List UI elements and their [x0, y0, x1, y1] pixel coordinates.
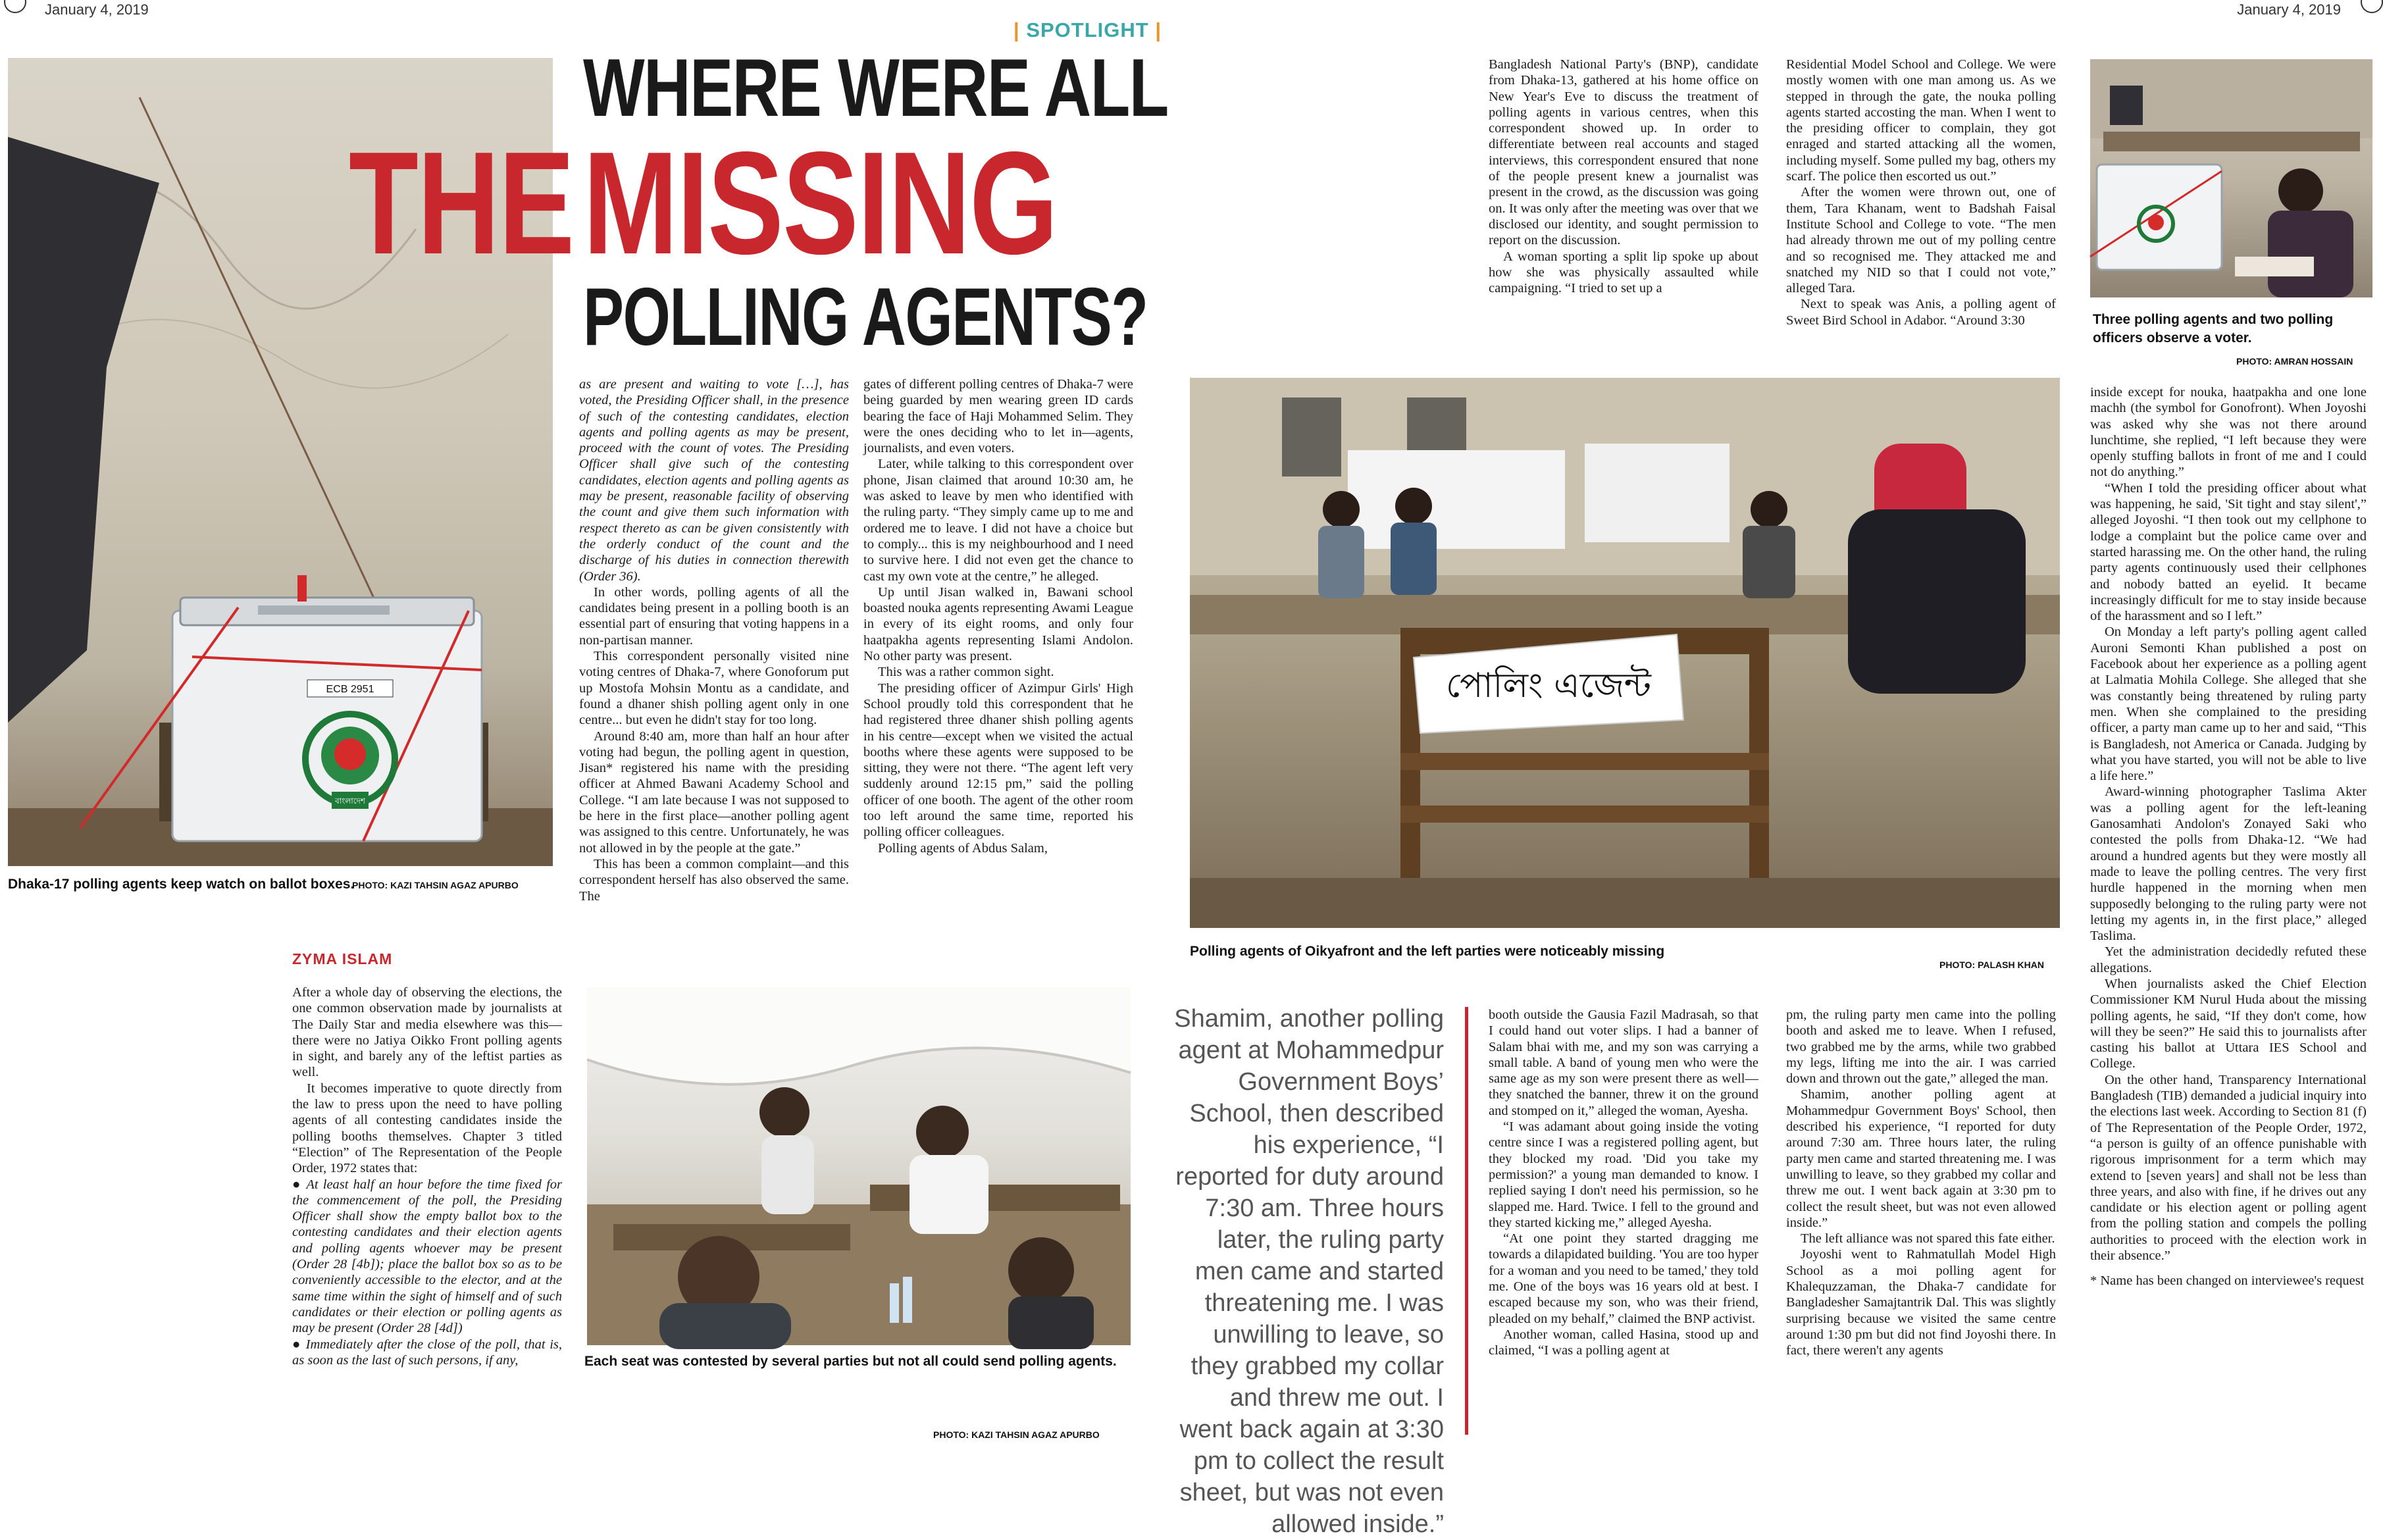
paragraph: inside except for nouka, haatpakha and one lone machh (the symbol for Gonofront). When Joyoshi was asked why she was not there around lunchtime, she replied, “I left because they were openly stuffing ballots in front of me and I could not do anything.” — [2090, 385, 2367, 480]
article-column-8 — [2090, 384, 2367, 1437]
paragraph: After a whole day of observing the elections, the one common observation made by journalists at The Daily Star and media elsewhere was this—there were no Jatiya Oikko Front polling agents in sight, and barely any of the leftist parties as well. — [292, 985, 562, 1080]
date-right: January 4, 2019 — [2237, 1, 2341, 18]
seats-photo-caption: Each seat was contested by several parties but not all could send polling agents. — [584, 1354, 1117, 1369]
paragraph: Around 8:40 am, more than half an hour after voting had begun, the polling agent in question, Jisan* registered his name with the presiding officer at Ahmed Bawani Academy School and College. “I am late because I was not supposed to be here in the first place—another polling agent was assigned to this centre. Unfortunately, he was not allowed in by the people at the gate.” — [579, 729, 849, 856]
paragraph: The left alliance was not spared this fate either. — [1801, 1231, 2055, 1246]
ballot-box-label: ECB 2951 — [326, 684, 374, 695]
paragraph: ● At least half an hour before the time fixed for the commencement of the poll, the Presiding Officer shall show the empty ballot box to the contesting candidates and their election agents and polling agents whoever may be present (Order 28 [4b]); place the ballot box so as to be conveniently accessible to the elector, and at the same time within the sight of himself and of such candidates or their election or polling agents as may be present (Order 28 [4d]) — [292, 1177, 562, 1336]
chair-illustration — [1190, 378, 2060, 928]
officers-illustration — [2090, 59, 2372, 297]
article-column-6 — [1489, 1007, 1758, 1438]
paragraph: booth outside the Gausia Fazil Madrasah, so that I could hand out voter slips. I had a banner of Salam bhai with me, and my son was carrying a small table. A band of young men who were the same age as my son were present there as well—they snatched the banner, threw it on the ground and stomped on it,” alleged the woman, Ayesha. — [1489, 1008, 1758, 1118]
paragraph: Polling agents of Abdus Salam, — [878, 840, 1048, 856]
paragraph: This has been a common complaint—and this correspondent herself has also observed the same. The — [579, 856, 849, 904]
seats-photo — [587, 987, 1131, 1345]
paragraph: pm, the ruling party men came into the polling booth and asked me to leave. When I refused, two grabbed me by the arms, while two grabbed my legs, lifting me into the air. I was carried down and thrown out the gate,” alleged the man. — [1786, 1008, 2056, 1087]
section-bar-right: | — [1155, 18, 1162, 41]
polling-agent-chair-photo — [1190, 378, 2060, 928]
paragraph: The presiding officer of Azimpur Girls' High School proudly told this correspondent that he had registered three dhaner shish polling agents in his centre—except when we visited the actual booths where these agents were supposed to be sitting, they were not there. “The agent left very suddenly around 12:15 pm,” said the polling officer of one booth. The agent of the other room too left around the same time, reported his polling officer colleagues. — [863, 680, 1133, 840]
ballot-photo-caption: Dhaka-17 polling agents keep watch on ballot boxes. — [8, 877, 355, 892]
article-column-1 — [292, 985, 562, 1435]
paragraph: On the other hand, Transparency International Bangladesh (TIB) demanded a judicial inquiry into the elections last week. According to Section 81 (f) of The Representation of the People Order, 1972, “a person is guilty of an offence punishable with rigorous imprisonment for a term which may extend to [seven years] and shall not be less than three years, and also with fine, if he drives out any candidate or his election agent or polling agent from the polling station and compels the polling authorities to proceed with the election work in their absence.” — [2090, 1072, 2367, 1264]
paragraph: When journalists asked the Chief Election Commissioner KM Nurul Huda about the missing polling agents, he said, “If they don't come, how will they be seen?” He said this to journalists after casting his ballot at Uttara IES School and College. — [2090, 976, 2367, 1071]
pull-quote-divider — [1465, 1007, 1468, 1435]
date-left: January 4, 2019 — [45, 1, 149, 18]
paragraph: Shamim, another polling agent at Mohammedpur Government Boys' School, then described his experience, “I reported for duty around 7:30 am. Three hours later, the ruling party men came and started threatening me. I was unwilling to leave, so they grabbed my collar and threw me out. I went back again at 3:30 pm to collect the result sheet, but was not even allowed inside.” — [1786, 1087, 2056, 1230]
ballot-emblem-text: বাংলাদেশ — [335, 796, 365, 806]
headline-line-1: WHERE WERE ALL — [583, 43, 1168, 134]
headline-the: THE — [349, 122, 574, 285]
officers-photo-caption: Three polling agents and two polling officers observe a voter. — [2093, 312, 2334, 346]
seats-photo-credit: PHOTO: KAZI TAHSIN AGAZ APURBO — [933, 1429, 1100, 1440]
chair-photo-credit: PHOTO: PALASH KHAN — [1939, 960, 2044, 970]
paragraph: “When I told the presiding officer about what was happening, he said, 'Sit tight and stay silent',” alleged Joyoshi. “I then took out my cellphone to lodge a complaint but the police came over and started harassing me. On the other hand, the ruling party agents continuously used their cellphones and nobody batted an eyelid. It became increasingly difficult for me to stay inside because of the harassment and so I left.” — [2090, 480, 2367, 624]
page-corner-mark-right — [2361, 0, 2383, 13]
paragraph: A woman sporting a split lip spoke up about how she was physically assaulted while campaigning. “I tried to set up a — [1489, 249, 1758, 296]
section-tag — [1013, 18, 1162, 42]
section-label: SPOTLIGHT — [1026, 18, 1149, 41]
paragraph: Award-winning photographer Taslima Akter was a polling agent for the left-leaning Ganosamhati Andolon's Zonayed Saki who contested the polls from Dhaka-12. “We had around a hundred agents but they were mostly all made to leave the polling centres. The very first hurdle happened in the morning when men supposedly belonging to the ruling party were not letting my agents in, in the first place,” alleged Taslima. — [2090, 784, 2367, 944]
ballot-photo-credit: PHOTO: KAZI TAHSIN AGAZ APURBO — [352, 880, 519, 890]
paragraph: Bangladesh National Party's (BNP), candidate from Dhaka-13, gathered at his home office on New Year's Eve to discuss the treatment of polling agents in various centres, when this correspondent showed up. In order to differentiate between real accounts and staged interviews, this correspondent ensured that none of the people present knew a journalist was present in the crowd, as the discussion was going on. It was only after the meeting was over that we disclosed our identity, and sought permission to report on the discussion. — [1489, 57, 1758, 248]
paragraph: Later, while talking to this correspondent over phone, Jisan claimed that around 10:30 am, he was asked to leave by men who identified with the ruling party. “They simply came up to me and ordered me to leave. I did not have a choice but to comply... this is my neighbourhood and I need to survive here. I did not even get the chance to cast my own vote at the centre,” he alleged. — [863, 457, 1133, 584]
paragraph: On Monday a left party's polling agent called Auroni Semonti Khan published a post on Facebook about her experience as a polling agent at Lalmatia Mohila College. She alleged that she was constantly being threatened by ruling party men. When she complained to the presiding officer, a party man came up to her and said, “This is Bangladesh, not America or Canada. Judging by what you have started, you will not be able to live a life here.” — [2090, 625, 2367, 784]
section-bar-left: | — [1013, 18, 1020, 41]
chair-photo-caption: Polling agents of Oikyafront and the left parties were noticeably missing — [1190, 944, 1665, 959]
article-column-3 — [863, 376, 1133, 967]
article-column-4 — [1489, 57, 1758, 353]
headline-missing: MISSING — [583, 122, 1058, 285]
paragraph: Yet the administration decidedly refuted these allegations. — [2090, 944, 2367, 975]
paragraph: Up until Jisan walked in, Bawani school boasted nouka agents representing Awami League in every of its eight rooms, and only four haatpakha agents representing Islami Andolon. No other party was present. — [863, 584, 1133, 664]
paragraph: Joyoshi went to Rahmatullah Model High School as a moi polling agent for Khalequzzaman, the Dhaka-7 candidate for Bangladesher Samajtantrik Dal. This was slightly surprising because we visited the same centre around 1:30 pm but did not find Joyoshi there. In fact, there weren't any agents — [1786, 1247, 2056, 1358]
paragraph: Next to speak was Anis, a polling agent of Sweet Bird School in Adabor. “Around 3:30 — [1786, 297, 2056, 328]
seats-illustration — [587, 987, 1131, 1345]
paragraph: “At one point they started dragging me towards a dilapidated building. 'You are too hyper for a woman and you need to be tamed,' they told me. One of the boys was 16 years old at best. I escaped because my son, who was their friend, pleaded on my behalf,” claimed the BNP activist. — [1489, 1231, 1758, 1326]
paragraph: This was a rather common sight. — [878, 665, 1054, 680]
page-corner-mark-left — [4, 0, 26, 13]
article-column-2 — [579, 376, 849, 967]
pull-quote: Shamim, another polling agent at Mohammedpur Government Boys’ School, then described his experience, “I reported for duty around 7:30 am. Three hours later, the ruling party men came and started threatening me. I was unwilling to leave, so they grabbed my collar and threw me out. I went back again at 3:30 pm to collect the result sheet, but was not even allowed inside.” — [1174, 1005, 1444, 1538]
paragraph: It becomes imperative to quote directly from the law to press upon the need to have polling agents of all contesting candidates inside the polling booths themselves. Chapter 3 titled “Election” of The Representation of the People Order, 1972 states that: — [292, 1081, 562, 1176]
paragraph: After the women were thrown out, one of them, Tara Khanam, went to Badshah Faisal Institute School and College to vote. “The men had already thrown me out of my polling centre and so recognised me. They attacked me and snatched my NID so that I could not vote,” alleged Tara. — [1786, 185, 2056, 296]
paragraph: This correspondent personally visited nine voting centres of Dhaka-7, where Gonoforum put up Mostofa Mohsin Montu as a candidate, and found a dhaner shish polling agent only in one centre... but even he didn't stay for too long. — [579, 649, 849, 728]
officers-photo — [2090, 59, 2372, 297]
paragraph: “I was adamant about going inside the voting centre since I was a registered polling agent, but they blocked my road. 'Did you take my permission?' a young man demanded to know. I replied saying I don't need his permission, so he slapped me. Hard. Twice. I fell to the ground and they started kicking me,” alleged Ayesha. — [1489, 1119, 1758, 1230]
paragraph: In other words, polling agents of all the candidates being present in a polling booth is an essential part of ensuring that voting happens in a non-partisan manner. — [579, 584, 849, 648]
polling-agent-sign: পোলিং এজেন্ট — [1446, 666, 1651, 706]
paragraph: gates of different polling centres of Dhaka-7 were being guarded by men wearing green ID cards bearing the face of Haji Mohammed Selim. They were the ones deciding who to let in—agents, journalists, and even voters. — [863, 377, 1133, 456]
paragraph: Another woman, called Hasina, stood up and claimed, “I was a polling agent at — [1489, 1327, 1758, 1358]
paragraph: ● Immediately after the close of the poll, that is, as soon as the last of such persons, if any, — [292, 1337, 562, 1368]
byline: ZYMA ISLAM — [292, 950, 393, 967]
article-column-7 — [1786, 1007, 2056, 1438]
headline-line-3: POLLING AGENTS? — [583, 272, 1148, 363]
officers-photo-credit: PHOTO: AMRAN HOSSAIN — [2236, 356, 2353, 367]
paragraph: Residential Model School and College. We were mostly women with one man among us. As we stepped in through the gate, the nouka polling agents started accosting the man. When I went to the presiding officer to complain, they got enraged and started attacking all the women, including myself. Some pulled my bag, others my scarf. The police then escorted us out.” — [1786, 57, 2056, 184]
footnote: * Name has been changed on interviewee's request — [2090, 1273, 2365, 1289]
article-column-5 — [1786, 57, 2056, 370]
paragraph: as are present and waiting to vote […], has voted, the Presiding Officer shall, in the presence of such of the contesting candidates, election agents and polling agents as may be present, proceed with the count of votes. The Presiding Officer shall give such of the contesting candidates, election agents and polling agents as may be present, reasonable facility of observing the count and give them such information with respect thereto as can be given consistently with the orderly conduct of the count and the discharge of his duties in connection therewith (Order 36). — [579, 377, 849, 584]
